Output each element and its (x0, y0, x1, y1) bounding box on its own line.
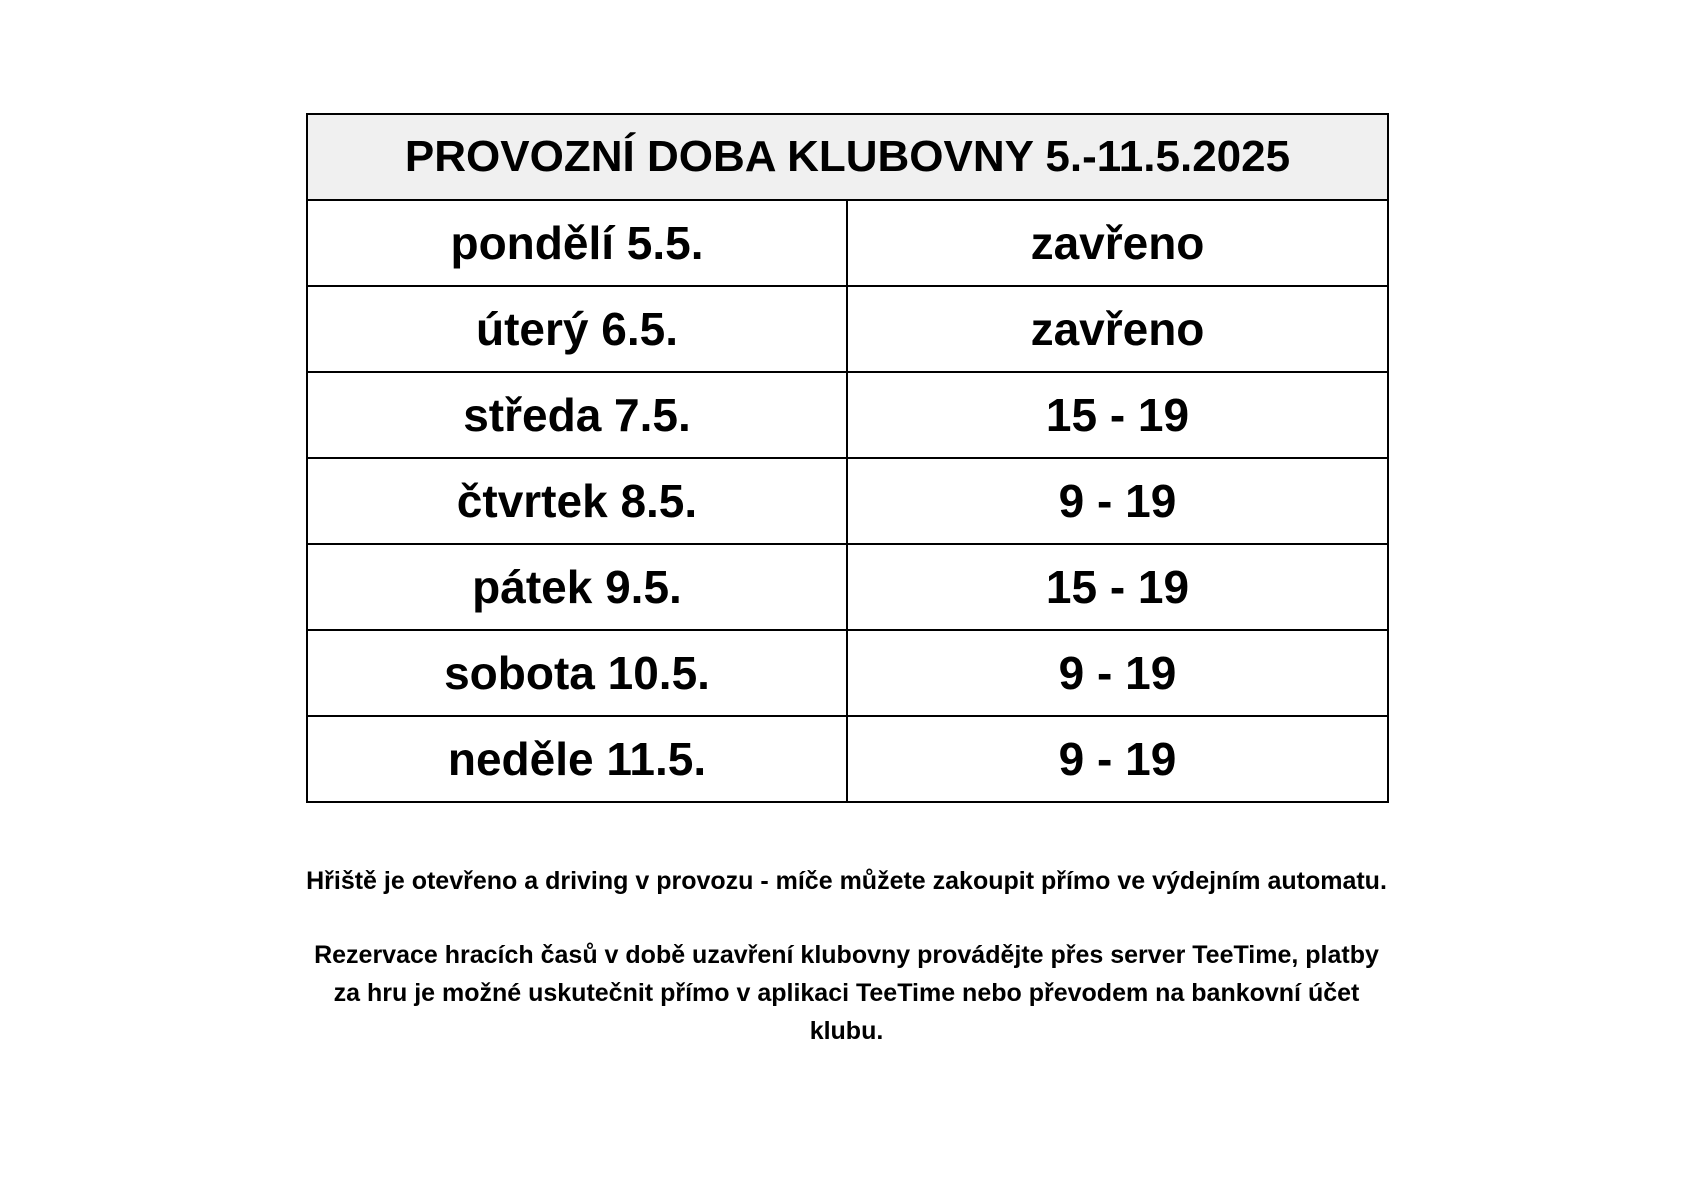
day-cell: čtvrtek 8.5. (307, 458, 847, 544)
reservation-info-note: Rezervace hracích časů v době uzavření klubovny provádějte přes server TeeTime, platby za hru je možné uskutečnit přímo v aplikaci TeeTime nebo převodem na bankovní účet klubu. (314, 941, 1379, 1045)
table-title: PROVOZNÍ DOBA KLUBOVNY 5.-11.5.2025 (307, 114, 1388, 200)
table-row (307, 286, 1388, 372)
notes-section (306, 862, 1387, 1050)
hours-cell: 9 - 19 (847, 630, 1388, 716)
table-title-row (307, 114, 1388, 200)
day-cell: sobota 10.5. (307, 630, 847, 716)
day-cell: pátek 9.5. (307, 544, 847, 630)
course-info-note: Hřiště je otevřeno a driving v provozu - míče můžete zakoupit přímo ve výdejním automatu. (306, 867, 1387, 895)
day-cell: úterý 6.5. (307, 286, 847, 372)
day-cell: pondělí 5.5. (307, 200, 847, 286)
table-row (307, 458, 1388, 544)
table-row (307, 544, 1388, 630)
hours-cell: 15 - 19 (847, 372, 1388, 458)
table-row (307, 372, 1388, 458)
day-cell: neděle 11.5. (307, 716, 847, 802)
hours-cell: zavřeno (847, 286, 1388, 372)
hours-cell: 15 - 19 (847, 544, 1388, 630)
day-cell: středa 7.5. (307, 372, 847, 458)
table-row (307, 630, 1388, 716)
table-row (307, 716, 1388, 802)
opening-hours-table (306, 113, 1389, 803)
hours-cell: 9 - 19 (847, 458, 1388, 544)
hours-cell: 9 - 19 (847, 716, 1388, 802)
table-row (307, 200, 1388, 286)
hours-cell: zavřeno (847, 200, 1388, 286)
